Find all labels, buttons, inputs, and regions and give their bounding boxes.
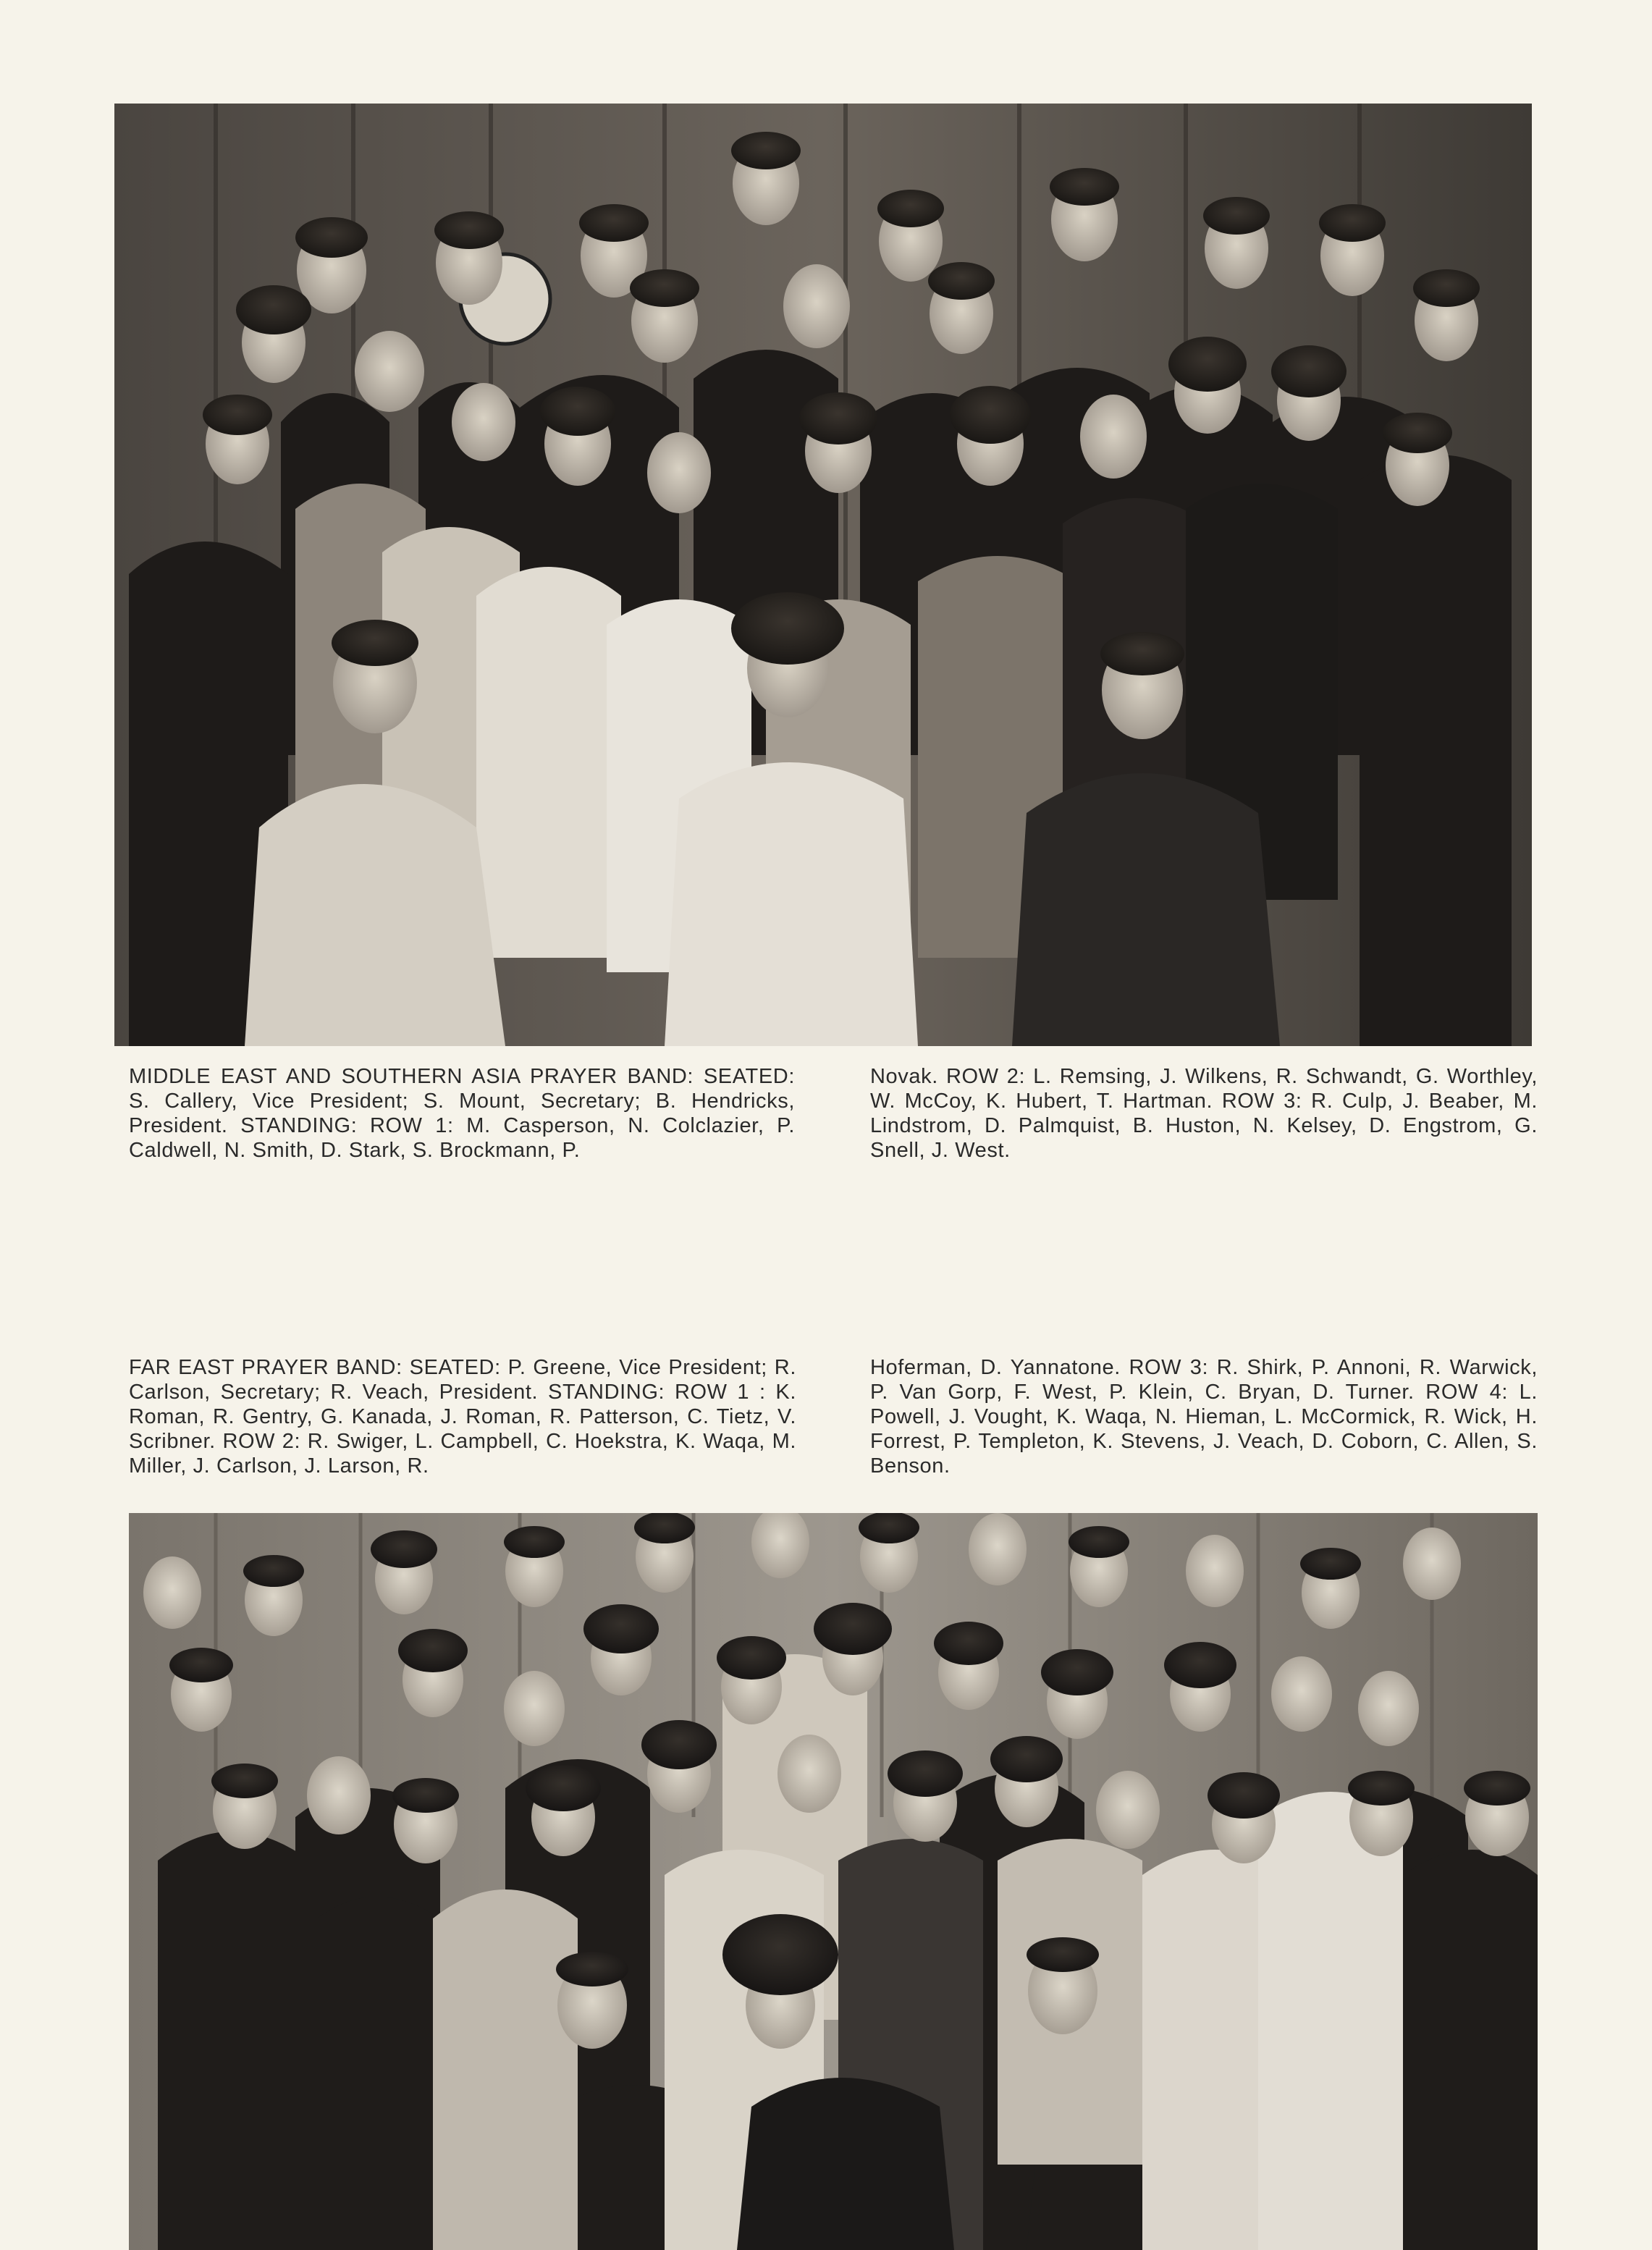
middle-east-caption-part-1: MIDDLE EAST AND SOUTHERN ASIA PRAYER BAND: SEATED: S. Callery, Vice President; S. Mount, Secretary; B. Hendricks, President. STANDING: ROW 1: M. Casperson, N. Colclazier, P. Caldwell, N. Smith, D. Stark, S. Brockmann, P.: [129, 1065, 795, 1162]
group-photo-image: [129, 1513, 1538, 2250]
far-east-prayer-band-photo: [129, 1513, 1538, 2250]
far-east-caption-part-2: Hoferman, D. Yannatone. ROW 3: R. Shirk, P. Annoni, R. Warwick, P. Van Gorp, F. West, P. Klein, C. Bryan, D. Turner. ROW 4: L. Powell, J. Vought, K. Waqa, N. Hieman, L. McCormick, R. Wick, H. Forrest, P. Templeton, K. Stevens, J. Veach, D. Coborn, C. Allen, S. Benson.: [870, 1356, 1538, 1478]
middle-east-prayer-band-photo: [114, 104, 1532, 1046]
group-photo-image: [114, 104, 1532, 1046]
far-east-caption-part-1: FAR EAST PRAYER BAND: SEATED: P. Greene, Vice President; R. Carlson, Secretary; R. Veach, President. STANDING: ROW 1 : K. Roman, R. Gentry, G. Kanada, J. Roman, R. Patterson, C. Tietz, V. Scribner. ROW 2: R. Swiger, L. Campbell, C. Hoekstra, K. Waqa, M. Miller, J. Carlson, J. Larson, R.: [129, 1356, 796, 1478]
middle-east-caption-part-2: Novak. ROW 2: L. Remsing, J. Wilkens, R. Schwandt, G. Worthley, W. McCoy, K. Hubert, T. Hartman. ROW 3: R. Culp, J. Beaber, M. Lindstrom, D. Palmquist, B. Huston, N. Kelsey, D. Engstrom, G. Snell, J. West.: [870, 1065, 1538, 1162]
